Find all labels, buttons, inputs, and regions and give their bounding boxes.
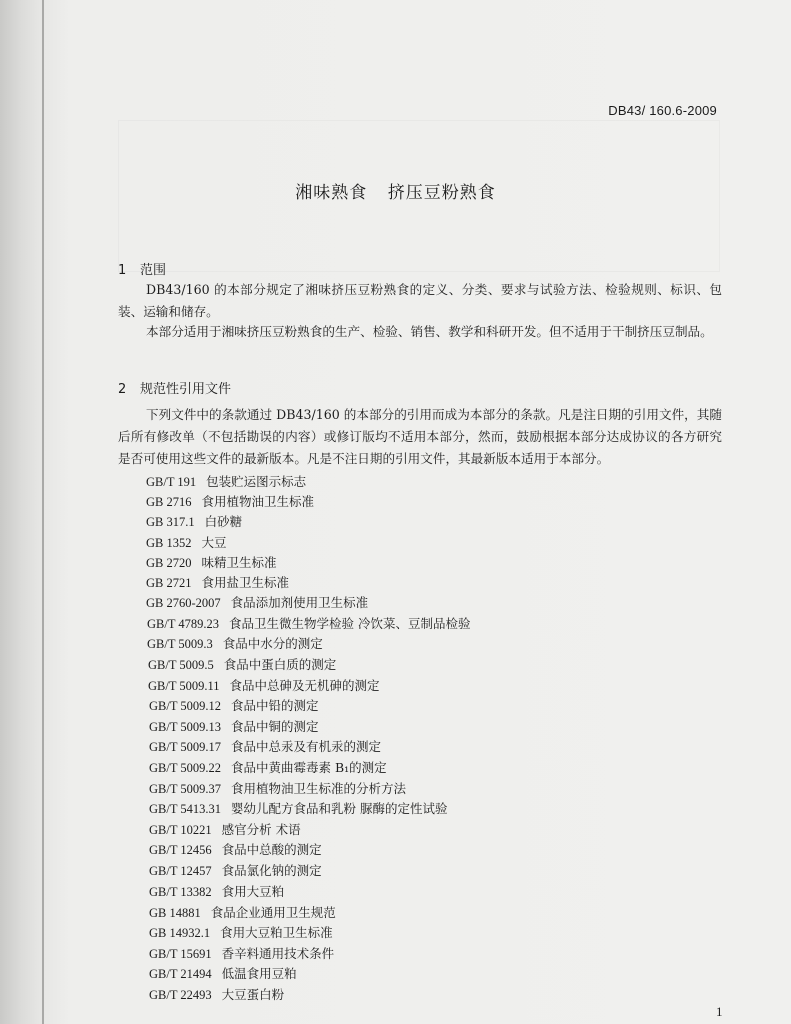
- reference-item: [149, 737, 381, 755]
- reference-title: 大豆: [201, 535, 227, 550]
- reference-code: GB/T 15691: [149, 947, 212, 961]
- reference-title: 食品中总酸的测定: [221, 842, 322, 857]
- reference-code: GB 14881: [149, 906, 201, 920]
- standard-code: DB43/ 160.6-2009: [608, 103, 717, 118]
- section-2-number: 2: [118, 382, 127, 397]
- reference-item: [147, 634, 323, 652]
- reference-item: [149, 820, 301, 838]
- reference-item: [149, 964, 297, 982]
- reference-code: GB/T 191: [146, 475, 197, 489]
- reference-code: GB/T 12456: [149, 843, 212, 857]
- reference-code: GB 2720: [146, 556, 192, 570]
- reference-code: GB/T 12457: [149, 864, 212, 878]
- document-title: 湘味熟食 挤压豆粉熟食: [295, 183, 496, 203]
- binding-gutter: [42, 0, 44, 1024]
- reference-item: [146, 553, 277, 571]
- reference-item: [149, 861, 322, 879]
- reference-item: [149, 779, 406, 797]
- section-1-paragraph-1: DB43/160 的本部分规定了湘味挤压豆粉熟食的定义、分类、要求与试验方法、检验规则、标识、包装、运输和储存。: [118, 282, 722, 319]
- reference-title: 食品中铜的测定: [231, 719, 319, 734]
- reference-title: 食用大豆粕: [221, 884, 285, 899]
- reference-title: 味精卫生标准: [201, 555, 277, 570]
- reference-code: GB/T 22493: [149, 988, 212, 1002]
- reference-title: 食品中黄曲霉毒素 B₁的测定: [231, 760, 387, 775]
- reference-title: 大豆蛋白粉: [221, 987, 285, 1002]
- reference-item: [146, 593, 368, 611]
- reference-item: [146, 573, 289, 591]
- reference-item: [146, 512, 242, 530]
- reference-item: [149, 799, 447, 817]
- reference-item: [149, 882, 284, 900]
- reference-code: GB/T 13382: [149, 885, 212, 899]
- reference-item: [146, 492, 314, 510]
- reference-item: [149, 923, 333, 941]
- section-2-title: 规范性引用文件: [140, 382, 232, 397]
- reference-item: [149, 903, 336, 921]
- reference-item: [149, 985, 284, 1003]
- reference-item: [149, 717, 319, 735]
- reference-code: GB/T 5009.22: [149, 761, 221, 775]
- reference-title: 食品中总砷及无机砷的测定: [229, 678, 380, 693]
- section-1-title: 范围: [140, 263, 167, 278]
- reference-code: GB 2760-2007: [146, 596, 221, 610]
- reference-title: 白砂糖: [204, 514, 243, 529]
- reference-code: GB/T 5009.13: [149, 720, 221, 734]
- reference-title: 食品中水分的测定: [222, 636, 323, 651]
- reference-title: 食品添加剂使用卫生标准: [230, 595, 369, 610]
- reference-code: GB/T 5009.12: [149, 699, 221, 713]
- section-1-heading: [118, 259, 166, 278]
- reference-title: 低温食用豆粕: [221, 966, 297, 981]
- reference-item: [148, 676, 380, 694]
- section-1-number: 1: [118, 263, 127, 278]
- reference-code: GB/T 5009.37: [149, 782, 221, 796]
- reference-item: [149, 758, 387, 776]
- reference-title: 食品氯化钠的测定: [221, 863, 322, 878]
- reference-code: GB/T 5009.11: [148, 679, 220, 693]
- reference-title: 食用大豆粕卫生标准: [220, 925, 333, 940]
- reference-item: [149, 696, 319, 714]
- reference-title: 食品中总汞及有机汞的测定: [231, 739, 382, 754]
- reference-code: GB 2721: [146, 576, 192, 590]
- reference-code: GB/T 5413.31: [149, 802, 221, 816]
- reference-code: GB/T 5009.5: [148, 658, 214, 672]
- reference-code: GB/T 10221: [149, 823, 212, 837]
- reference-code: GB/T 21494: [149, 967, 212, 981]
- reference-item: [146, 533, 227, 551]
- reference-title: 食用植物油卫生标准的分析方法: [231, 781, 407, 796]
- reference-code: GB/T 5009.17: [149, 740, 221, 754]
- reference-item: [149, 840, 322, 858]
- reference-title: 食品中铅的测定: [231, 698, 319, 713]
- reference-code: GB/T 4789.23: [147, 617, 219, 631]
- reference-item: [146, 472, 306, 490]
- reference-title: 食用植物油卫生标准: [201, 494, 315, 509]
- reference-code: GB 2716: [146, 495, 192, 509]
- reference-title: 食品中蛋白质的测定: [223, 657, 337, 672]
- reference-code: GB 14932.1: [149, 926, 211, 940]
- reference-item: [147, 614, 470, 632]
- reference-title: 包装贮运图示标志: [206, 474, 307, 489]
- reference-title: 香辛料通用技术条件: [221, 946, 335, 961]
- reference-code: GB 1352: [146, 536, 192, 550]
- page-number: 1: [716, 1004, 723, 1019]
- section-2-heading: [118, 378, 231, 397]
- section-1-paragraph-2: 本部分适用于湘味挤压豆粉熟食的生产、检验、销售、教学和科研开发。但不适用于干制挤压豆制品。: [146, 324, 713, 339]
- reference-code: GB 317.1: [146, 515, 195, 529]
- reference-item: [148, 655, 336, 673]
- reference-title: 婴幼儿配方食品和乳粉 脲酶的定性试验: [231, 801, 448, 816]
- reference-title: 食品卫生微生物学检验 冷饮菜、豆制品检验: [229, 616, 471, 631]
- reference-item: [149, 944, 334, 962]
- reference-title: 食品企业通用卫生规范: [210, 905, 336, 920]
- reference-title: 食用盐卫生标准: [201, 575, 290, 590]
- section-2-paragraph-1: 下列文件中的条款通过 DB43/160 的本部分的引用而成为本部分的条款。凡是注日期的引用文件，其随后所有修改单（不包括勘误的内容）或修订版均不适用本部分，然而，鼓励根据本部分达成协议的各方研究是否可使用这些文件的最新版本。凡是不注日期的引用文件，其最新版本适用于本部分。: [118, 407, 722, 466]
- reference-code: GB/T 5009.3: [147, 637, 213, 651]
- reference-title: 感官分析 术语: [221, 822, 301, 837]
